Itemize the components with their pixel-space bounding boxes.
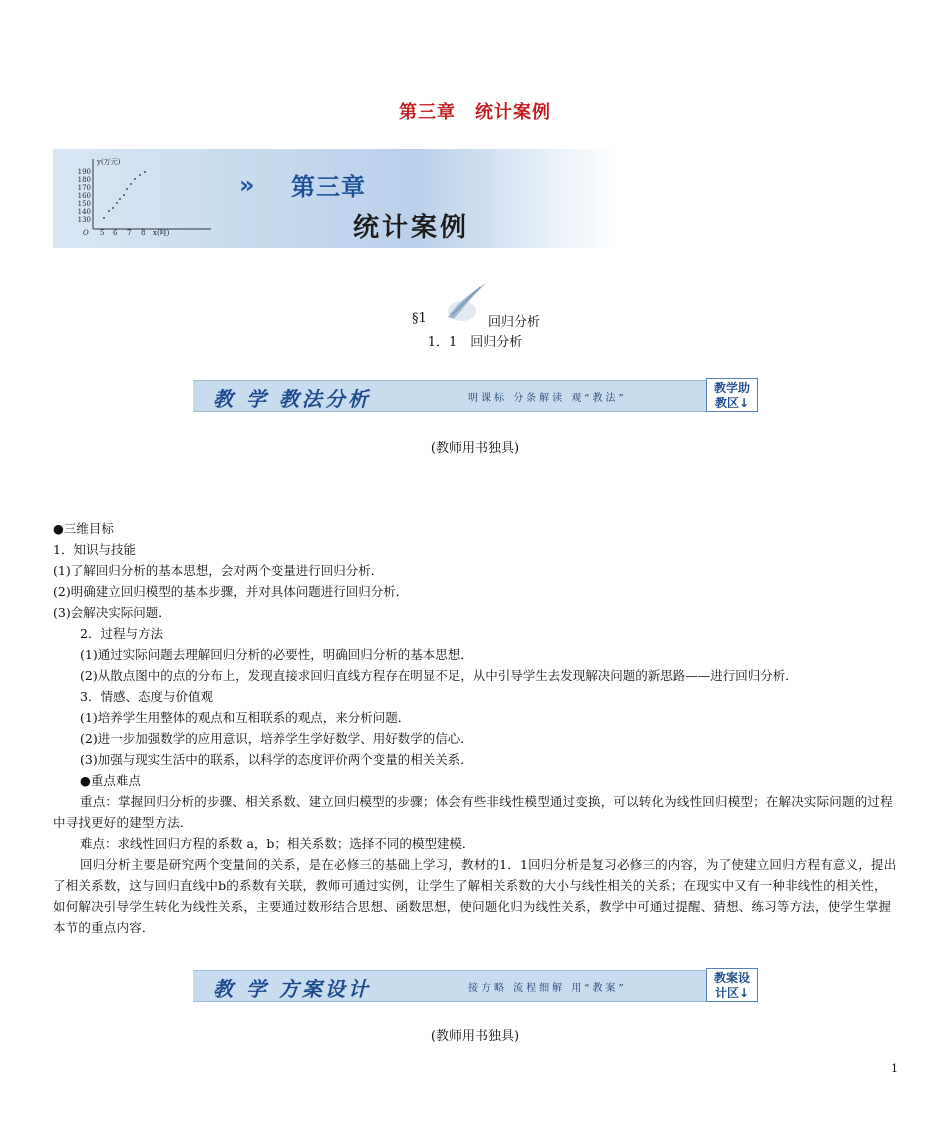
key-points: 重点：掌握回归分析的步骤、相关系数、建立回归模型的步骤；体会有些非线性模型通过变换，可以转化为线性回归模型；在解决实际问题的过程中寻找更好的建型方法．: [53, 794, 893, 830]
plot-y-label: y(万元): [97, 158, 121, 166]
goals-heading: ●三维目标: [53, 521, 114, 536]
goal-1-item: (3)会解决实际问题．: [53, 605, 171, 620]
plot-x-label: x(吨): [153, 229, 170, 237]
goal-1: 1．知识与技能: [53, 542, 136, 557]
teaching-method-strip: [193, 380, 758, 412]
teaching-aid-link[interactable]: [706, 378, 758, 412]
x-tick: 6: [113, 229, 118, 237]
banner-title: 统计案例: [353, 213, 470, 243]
teaching-plan-strip: [193, 970, 758, 1002]
y-tick: 150: [77, 200, 91, 208]
goal-1-item: (2)明确建立回归模型的基本步骤，并对具体问题进行回归分析．: [53, 584, 409, 599]
page-number: 1: [891, 1062, 898, 1075]
section-number: §1: [412, 311, 427, 326]
goal-3-item: (2)进一步加强数学的应用意识，培养学生学好数学、用好数学的信心．: [80, 731, 473, 746]
strip-heading: 教 学 方案设计: [213, 977, 371, 1001]
x-tick: 7: [127, 229, 132, 237]
y-tick: 130: [77, 216, 91, 224]
chapter-banner: [53, 149, 615, 248]
goal-3-item: (1)培养学生用整体的观点和互相联系的观点，来分析问题．: [80, 710, 411, 725]
banner-scatter-plot: [71, 151, 221, 243]
box-line-1: 教学助: [713, 381, 750, 395]
x-tick: 5: [100, 229, 105, 237]
box-line-1: 教案设: [713, 971, 750, 985]
box-line-2: 教区↓: [714, 396, 750, 410]
key-points-heading: ●重点难点: [80, 773, 141, 788]
banner-arrow-icon: »: [239, 171, 249, 199]
analysis-paragraph: 回归分析主要是研究两个变量间的关系，是在必修三的基础上学习，教材的1．1回归分析是复习必修三的内容，为了使建立回归方程有意义，提出了相关系数，这与回归直线中b的系数有关联，教师可通过实例，让学生了解相关系数的大小与线性相关的关系；在现实中又有一种非线性的相关性，如何解决引导学生转化为线性关系，主要通过数形结合思想、函数思想，使问题化归为线性关系，教学中可通过提醒、猜想、练习等方法，使学生掌握本节的重点内容．: [53, 857, 897, 935]
goal-3-item: (3)加强与现实生活中的联系，以科学的态度评价两个变量的相关关系．: [80, 752, 473, 767]
goal-2: 2．过程与方法: [80, 626, 163, 641]
goal-2-item: (2)从散点图中的点的分布上，发现直接求回归直线方程存在明显不足，从中引导学生去发现解决问题的新思路——进行回归分析．: [80, 668, 798, 683]
y-tick: 140: [77, 208, 91, 216]
y-tick: 180: [77, 176, 91, 184]
difficult-points: 难点：求线性回归方程的系数 a，b；相关系数；选择不同的模型建模．: [80, 836, 475, 851]
subsection-title: 1．1 回归分析: [427, 335, 523, 350]
teacher-note: (教师用书独具): [430, 1029, 520, 1044]
content-body: [53, 518, 898, 938]
strip-subtitle: 接方略 流程细解 用“教案”: [468, 983, 627, 994]
strip-subtitle: 明课标 分条解读 观“教法”: [468, 393, 627, 404]
goal-3: 3．情感、态度与价值观: [80, 689, 213, 704]
y-tick: 190: [77, 168, 91, 176]
section-decoration-icon: [440, 277, 488, 325]
y-tick: 170: [77, 184, 91, 192]
teacher-note: (教师用书独具): [430, 441, 520, 456]
y-tick: 160: [77, 192, 91, 200]
goal-1-item: (1)了解回归分析的基本思想，会对两个变量进行回归分析．: [53, 563, 384, 578]
plot-origin: O: [83, 229, 89, 237]
goal-2-item: (1)通过实际问题去理解回归分析的必要性，明确回归分析的基本思想．: [80, 647, 473, 662]
strip-heading: 教 学 教法分析: [213, 387, 371, 411]
box-line-2: 计区↓: [714, 986, 750, 1000]
banner-chapter: 第三章: [291, 173, 366, 201]
lesson-plan-link[interactable]: [706, 968, 758, 1002]
section-name: 回归分析: [488, 315, 541, 330]
chapter-title: 第三章 统计案例: [399, 102, 551, 123]
x-tick: 8: [141, 229, 146, 237]
